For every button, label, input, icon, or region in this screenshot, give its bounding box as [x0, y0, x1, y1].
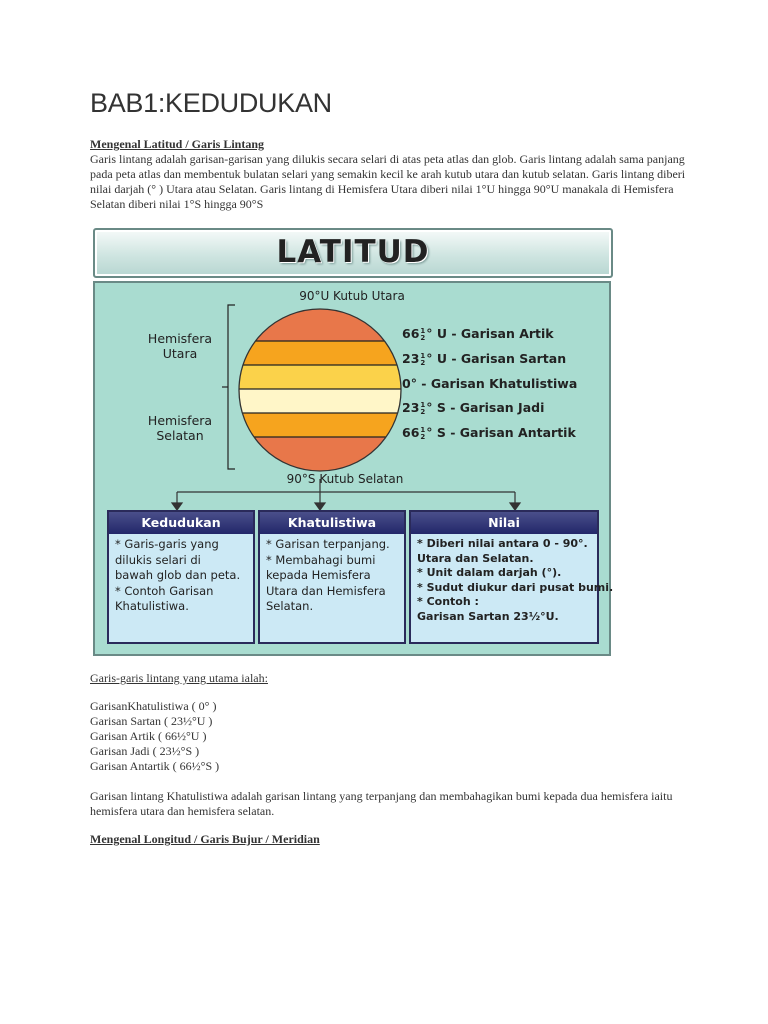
list-item: Garisan Artik ( 66½°U ) — [90, 729, 207, 743]
main-latitudes-list — [90, 699, 219, 774]
list-item: Garisan Antartik ( 66½°S ) — [90, 759, 220, 773]
box-nilai-title: Nilai — [411, 512, 597, 534]
hemisphere-north-label: Hemisfera Utara — [147, 331, 213, 361]
latitude-section-heading: Mengenal Latitud / Garis Lintang — [90, 137, 265, 151]
latitude-label-arctic: 66 1 2 ° U - Garisan Artik — [402, 326, 554, 342]
figure-banner — [93, 228, 613, 278]
box-nilai-body: * Diberi nilai antara 0 - 90°. Utara dan Selatan. * Unit dalam darjah (°). * Sudut diukur dari pusat bumi. * Contoh : Garisan Sartan 23½°U. — [417, 537, 614, 623]
box-nilai — [409, 510, 614, 644]
list-item: Garisan Sartan ( 23½°U ) — [90, 714, 213, 728]
list-item: Garisan Jadi ( 23½°S ) — [90, 744, 200, 758]
list-item: GarisanKhatulistiwa ( 0° ) — [90, 699, 217, 713]
latitude-label-equator: 0° - Garisan Khatulistiwa — [402, 376, 578, 391]
north-tropic-band — [235, 365, 405, 389]
south-tropic-band — [235, 389, 405, 413]
latitude-label-capricorn: 23 1 2 ° S - Garisan Jadi — [402, 400, 545, 416]
box-khatulistiwa — [258, 510, 406, 644]
latitude-label-cancer: 23 1 2 ° U - Garisan Sartan — [402, 351, 567, 367]
box-kedudukan-title: Kedudukan — [109, 512, 253, 534]
latitude-intro-paragraph: Garis lintang adalah garisan-garisan yang dilukis secara selari di atas peta atlas dan glob. Garis lintang adalah sama panjang pada peta atlas dan membentuk bulatan selari yang semakin kecil ke arah kutub utara dan kutub selatan. Garis lintang diberi nilai darjah (° ) Utara atau Selatan. Garis lintang di Hemisfera Utara diberi nilai 1°U hingga 90°U manakala di Hemisfera Selatan diberi nilai 1°S hingga 90°S — [90, 152, 686, 211]
box-khatulistiwa-title: Khatulistiwa — [260, 512, 404, 534]
south-pole-label: 90°S Kutub Selatan — [286, 472, 404, 486]
equator-paragraph: Garisan lintang Khatulistiwa adalah garisan lintang yang terpanjang dan membahagikan bumi kepada dua hemisfera iaitu hemisfera utara dan hemisfera selatan. — [90, 789, 673, 818]
box-khatulistiwa-body: * Garisan terpanjang. * Membahagi bumi kepada Hemisfera Utara dan Hemisfera Selatan. — [266, 537, 390, 613]
longitude-section-heading: Mengenal Longitud / Garis Bujur / Meridian — [90, 832, 320, 846]
box-kedudukan — [107, 510, 255, 644]
box-kedudukan-body: * Garis-garis yang dilukis selari di bawah glob dan peta. * Contoh Garisan Khatulistiwa. — [115, 537, 241, 613]
north-temperate-band — [235, 341, 405, 365]
latitude-label-antarctic: 66 1 2 ° S - Garisan Antartik — [402, 425, 576, 441]
globe — [235, 303, 405, 477]
main-latitudes-intro: Garis-garis lintang yang utama ialah: — [90, 671, 268, 685]
latitude-infographic — [93, 228, 614, 654]
hemisphere-brackets — [222, 305, 235, 469]
page-title: BAB1:KEDUDUKAN — [90, 88, 332, 118]
figure-banner-title: LATITUD — [276, 234, 430, 270]
south-temperate-band — [235, 413, 405, 437]
north-pole-label: 90°U Kutub Utara — [299, 289, 405, 303]
hemisphere-south-label: Hemisfera Selatan — [147, 413, 213, 443]
